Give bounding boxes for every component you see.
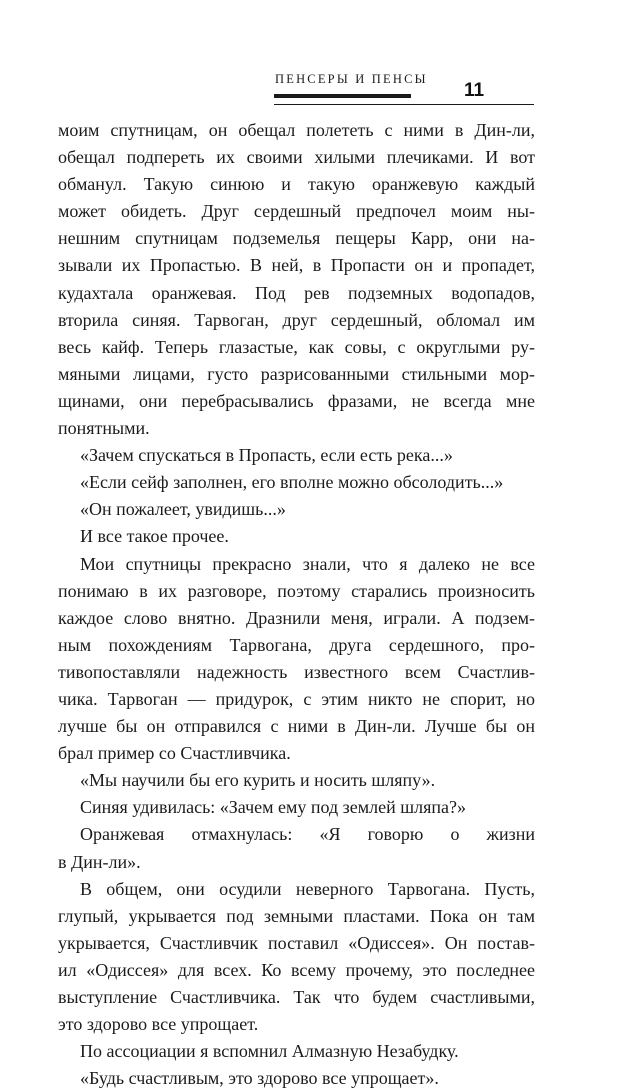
text-line: мяными лицами, густо разрисованными стильными мор- xyxy=(58,363,535,384)
header-rule-thin xyxy=(274,104,534,105)
text-line: И все такое прочее. xyxy=(80,526,229,547)
text-line: в Дин-ли». xyxy=(58,851,141,872)
text-line: укрывается, Счастливчик поставил «Одиссея». Он постав- xyxy=(58,932,535,953)
text-line: По ассоциации я вспомнил Алмазную Незабудку. xyxy=(80,1041,459,1062)
body-text xyxy=(58,117,535,1092)
page-number: 11 xyxy=(464,80,485,101)
text-line: глупый, укрывается под земными пластами. Пока он там xyxy=(58,905,535,926)
text-line: моим спутницам, он обещал полететь с ними в Дин-ли, xyxy=(58,120,535,140)
text-line: это здорово все упрощает. xyxy=(58,1014,259,1035)
text-line: ным похождениям Тарвогана, друга сердешного, про- xyxy=(58,634,535,655)
text-line: зывали их Пропастью. В ней, в Пропасти он и пропадет, xyxy=(58,255,535,276)
text-line: Мои спутницы прекрасно знали, что я далеко не все xyxy=(80,553,535,574)
running-title: ПЕНСЕРЫ И ПЕНСЫ xyxy=(275,72,428,86)
text-line: брал пример со Счастливчика. xyxy=(58,743,291,764)
text-line: Оранжевая отмахнулась: «Я говорю о жизни xyxy=(80,824,535,845)
text-line: обещал подпереть их своими хилыми плечиками. И вот xyxy=(58,147,535,168)
text-line: каждое слово внятно. Дразнили меня, играли. А подзем- xyxy=(58,607,535,628)
text-line: лучше бы он отправился с ними в Дин-ли. Лучше бы он xyxy=(58,716,535,737)
text-line: ил «Одиссея» для всех. Ко всему прочему, это последнее xyxy=(58,959,535,980)
text-line: «Будь счастливым, это здорово все упрощает». xyxy=(80,1068,439,1089)
text-line: понимаю в их разговоре, поэтому старались произносить xyxy=(58,580,535,601)
text-line: кудахтала оранжевая. Под рев подземных водопадов, xyxy=(58,282,535,303)
text-line: обманул. Такую синюю и такую оранжевую каждый xyxy=(58,174,535,195)
text-line: В общем, они осудили неверного Тарвогана. Пусть, xyxy=(80,878,535,899)
text-line: щинами, они перебрасывались фразами, не всегда мне xyxy=(58,390,535,411)
text-line: вторила синяя. Тарвоган, друг сердешный, обломал им xyxy=(58,309,535,330)
text-line: понятными. xyxy=(58,418,150,439)
text-line: Синяя удивилась: «Зачем ему под землей шляпа?» xyxy=(80,797,466,818)
text-line: может обидеть. Друг сердешный предпочел моим ны- xyxy=(58,201,535,222)
text-line: тивопоставляли надежность известного всем Счастлив- xyxy=(58,661,535,682)
text-line: весь кайф. Теперь глазастые, как совы, с округлыми ру- xyxy=(58,336,535,357)
text-line: «Он пожалеет, увидишь...» xyxy=(80,499,286,520)
text-line: нешним спутницам подземелья пещеры Карр, они на- xyxy=(58,228,535,249)
text-line: «Зачем спускаться в Пропасть, если есть река...» xyxy=(80,445,453,466)
text-line: «Если сейф заполнен, его вполне можно обсолодить...» xyxy=(80,472,504,493)
text-line: чика. Тарвоган — придурок, с этим никто не спорит, но xyxy=(58,688,535,709)
header-rule-thick xyxy=(274,94,411,98)
text-line: выступление Счастливчика. Так что будем счастливыми, xyxy=(58,987,535,1007)
text-line: «Мы научили бы его курить и носить шляпу». xyxy=(80,770,436,791)
